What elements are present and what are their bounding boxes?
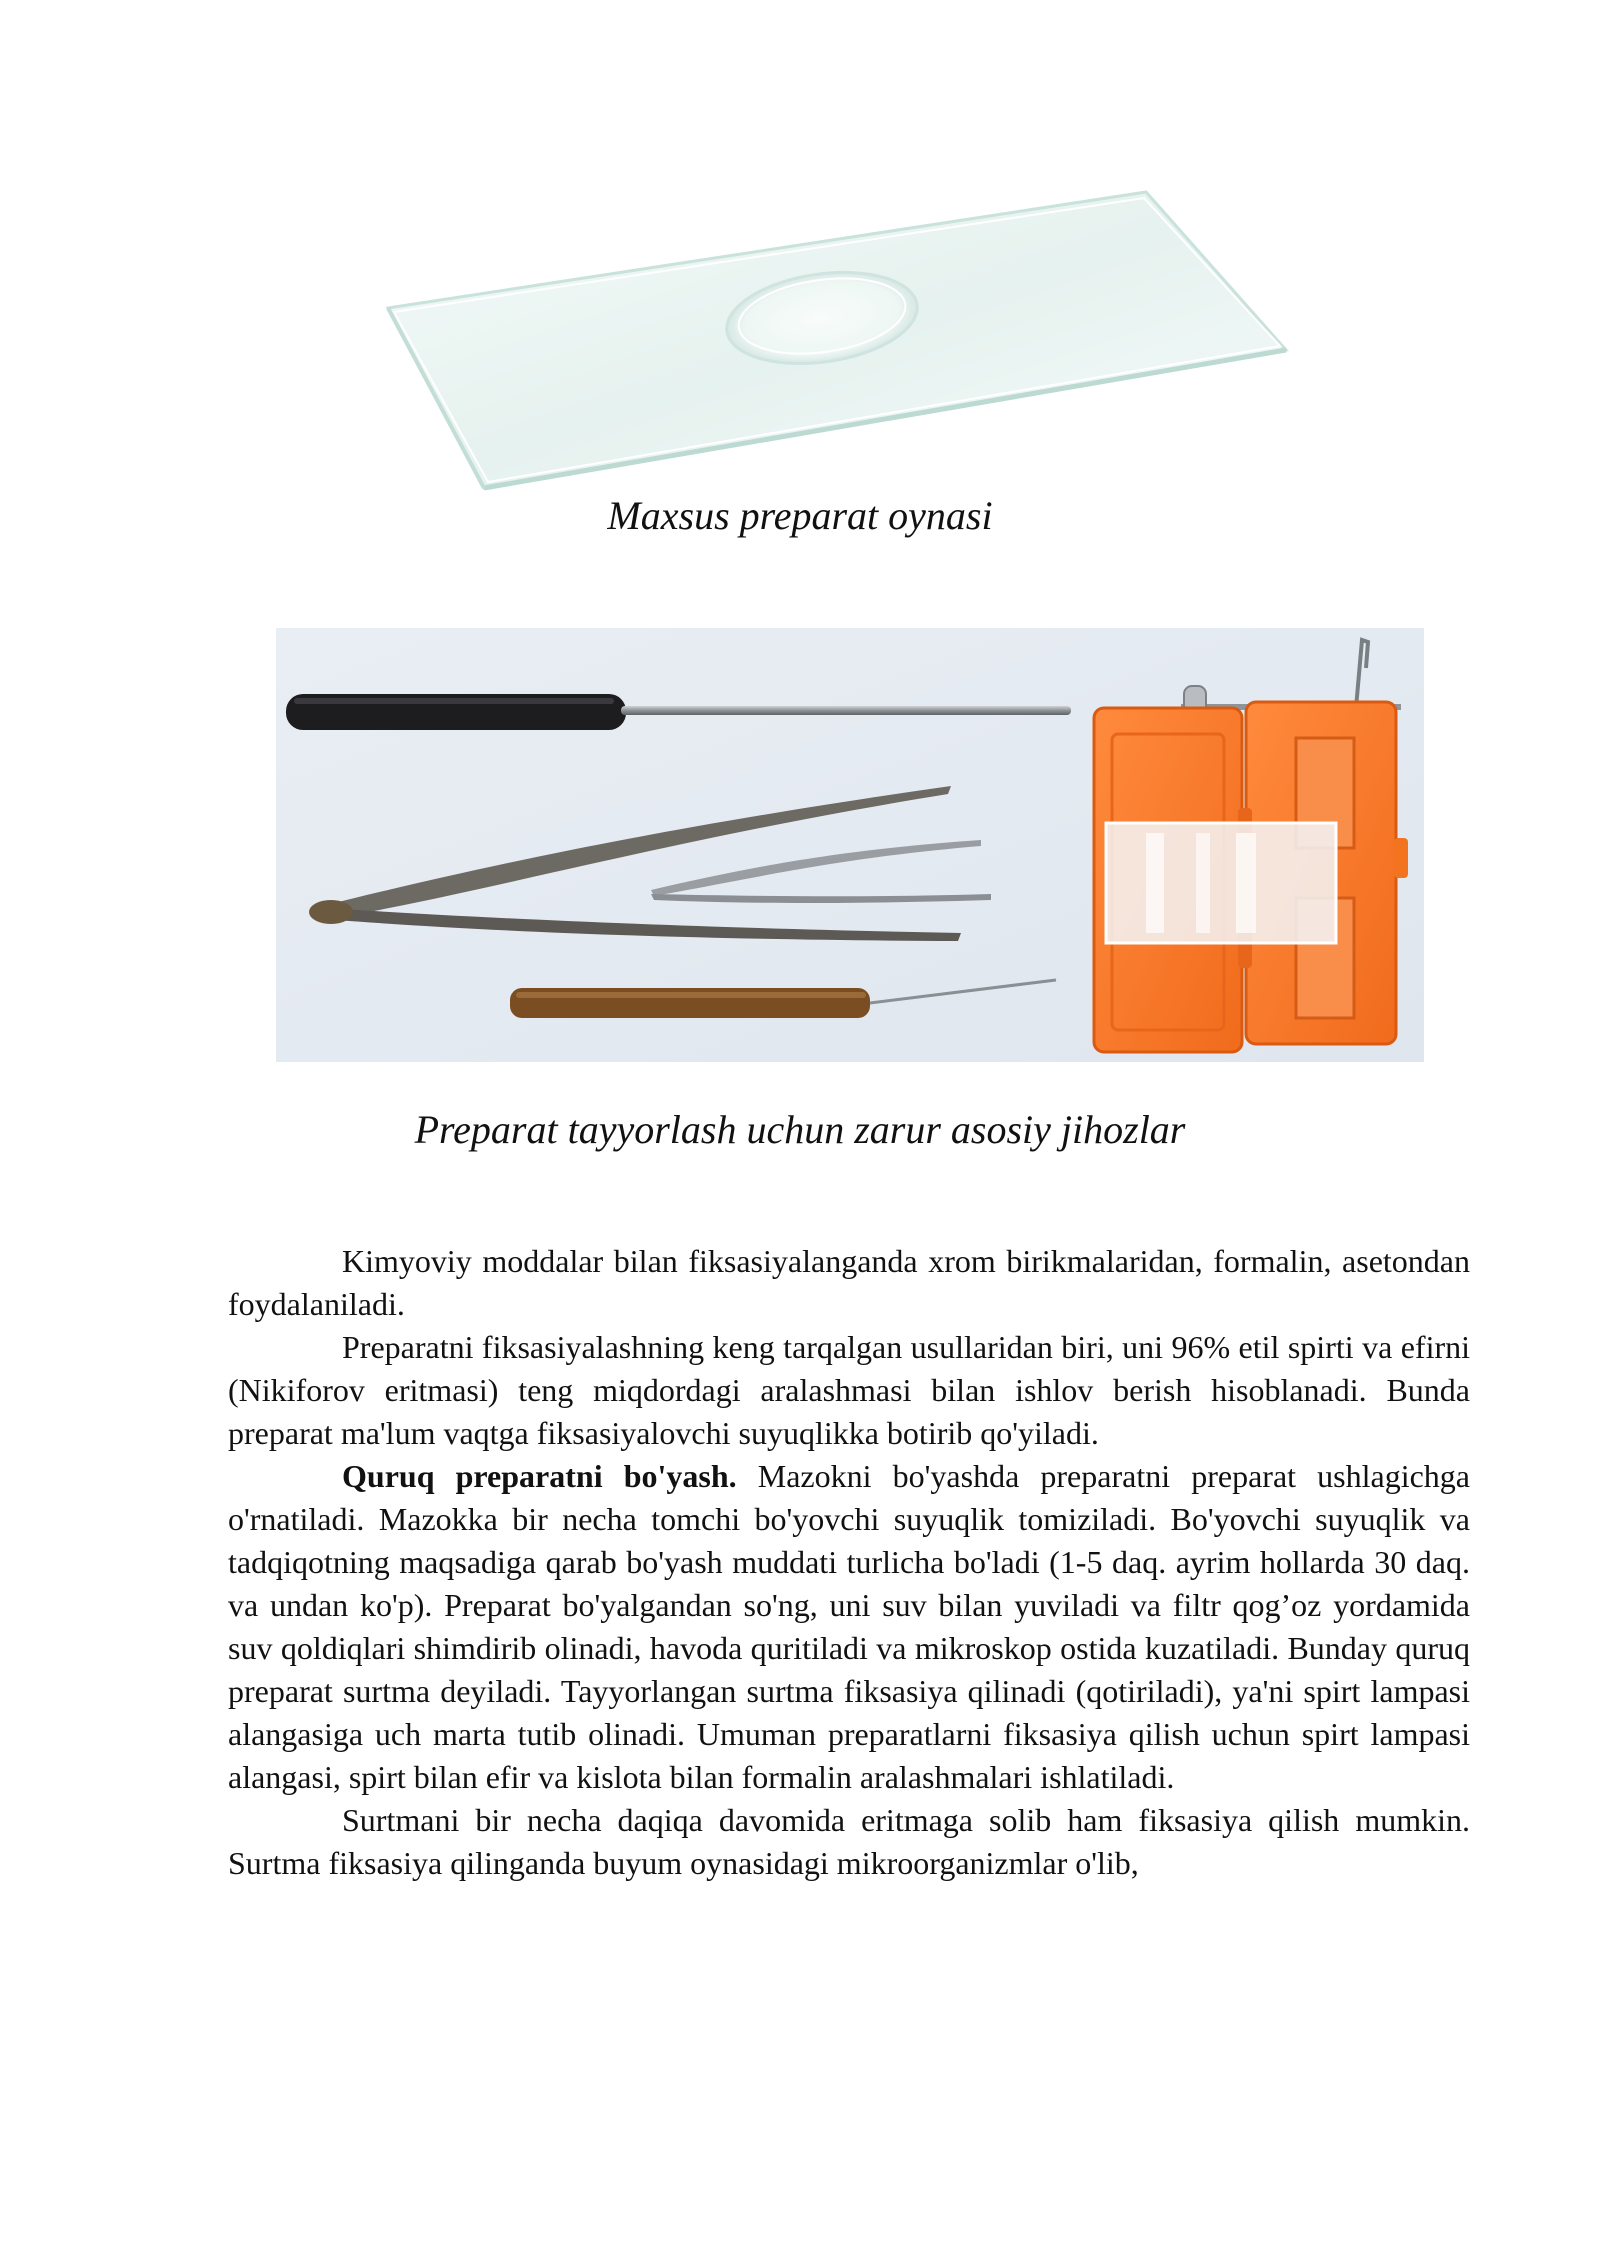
paragraph-2: Preparatni fiksasiyalashning keng tarqalgan usullaridan biri, uni 96% etil spirti va efirni (Nikiforov eritmasi) teng miqdordagi aralashmasi bilan ishlov berish hisoblanadi. Bunda preparat ma'lum vaqtga fiksasiyalovchi suyuqlikka botirib qo'yiladi.: [228, 1329, 1470, 1451]
paragraph-1: Kimyoviy moddalar bilan fiksasiyalanganda xrom birikmalaridan, formalin, asetondan foydalaniladi.: [228, 1243, 1470, 1322]
paragraph-4: Surtmani bir necha daqiqa davomida eritmaga solib ham fiksasiya qilish mumkin. Surtma fiksasiya qilinganda buyum oynasidagi mikroorganizmlar o'lib,: [228, 1802, 1470, 1881]
paragraph-3-text: Mazokni bo'yashda preparatni preparat ushlagichga o'rnatiladi. Mazokka bir necha tomchi bo'yovchi suyuqlik tomiziladi. Bo'yovchi suyuqlik va tadqiqotning maqsadiga qarab bo'yash muddati turlicha bo'ladi (1-5 daq. ayrim hollarda 30 daq. va undan ko'p). Preparat bo'yalgandan so'ng, uni suv bilan yuviladi va filtr qog’oz yordamida suv qoldiqlari shimdirib olinadi, havoda quritiladi va mikroskop ostida kuzatiladi. Bunday quruq preparat surtma deyiladi. Tayyorlangan surtma fiksasiya qilinadi (qotiriladi), ya'ni spirt lampasi alangasiga uch marta tutib olinadi. Umuman preparatlarni fiksasiya qilish uchun spirt lampasi alangasi, spirt bilan efir va kislota bilan formalin aralashmalari ishlatiladi.: [228, 1458, 1470, 1795]
figure-caption-1: Maxsus preparat oynasi: [607, 493, 993, 538]
equipment-image: [276, 628, 1424, 1062]
paragraph-3: [228, 1455, 1470, 1799]
special-slide-image: [380, 180, 1300, 500]
body-text: [228, 1240, 1470, 1885]
figure-caption-2: Preparat tayyorlash uchun zarur asosiy jihozlar: [414, 1107, 1186, 1152]
section-heading: Quruq preparatni bo'yash.: [342, 1458, 737, 1494]
